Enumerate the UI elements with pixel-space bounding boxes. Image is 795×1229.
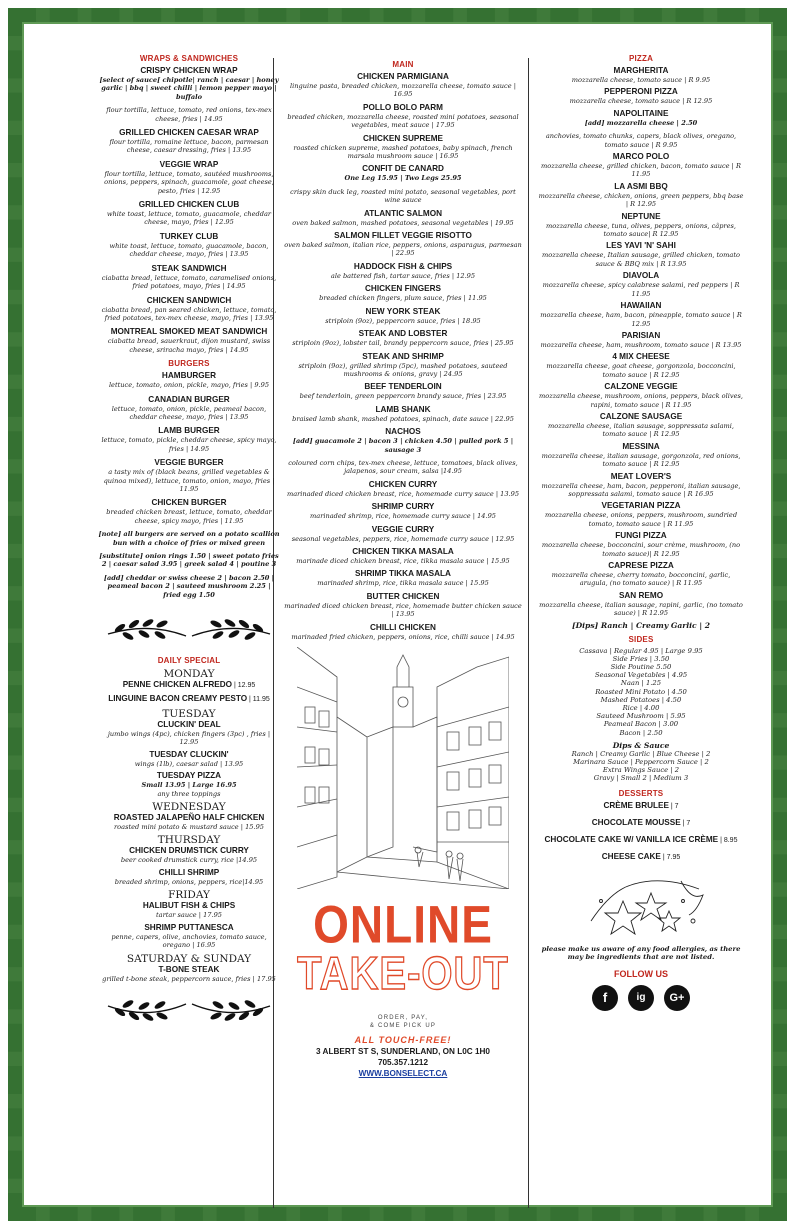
item-name: SALMON FILLET VEGGIE RISOTTO <box>334 231 472 241</box>
item-description: marinaded diced chicken breast, rice, homemade curry sauce | 13.95 <box>286 489 520 498</box>
side-item: Rice | 4.00 <box>622 704 660 713</box>
side-item: Side Fries | 3.50 <box>612 654 670 663</box>
burger-notes <box>98 530 280 599</box>
promo-touch-free: ALL TOUCH-FREE! <box>354 1035 452 1045</box>
item-description: beef tenderloin, green peppercorn brandy sauce, fries | 23.95 <box>299 392 507 401</box>
item-name: CHICKEN SANDWICH <box>146 295 232 305</box>
menu-item <box>283 284 523 302</box>
menu-item <box>98 498 280 525</box>
dessert-price: | 8.95 <box>718 836 738 844</box>
special-description: wings (1lb), caesar salad | 13.95 <box>134 759 244 768</box>
item-name: VEGGIE CURRY <box>371 524 435 534</box>
special-description: breaded shrimp, onions, peppers, rice|14.95 <box>114 877 264 886</box>
right-column <box>537 52 745 1011</box>
stars-decoration-icon <box>571 871 711 941</box>
social-links <box>537 985 745 1011</box>
menu-item <box>537 182 745 209</box>
day-heading: TUESDAY <box>162 708 216 721</box>
menu-item <box>537 301 745 328</box>
item-description: a tasty mix of (black beans, grilled vegetables & quinoa mixed), lettuce, tomato, onion, mayo, fries | 11.95 <box>103 468 275 493</box>
item-name: LES YAVI 'N' SAHI <box>606 241 676 251</box>
item-description: mozzarella cheese, bocconcini, sour crème, mushroom, (no tomato sauce)| R 12.95 <box>541 541 741 558</box>
item-description: marinaded diced chicken breast, rice, homemade butter chicken sauce | 13.95 <box>284 601 522 619</box>
menu-item <box>283 569 523 587</box>
item-description: mozzarella cheese, cherry tomato, bocconcini, garlic, arugula, (no tomato sauce) | R 11.95 <box>551 571 731 588</box>
menu-item <box>283 623 523 641</box>
item-description: mozzarella cheese, tuna, olives, peppers, onions, câpres, tomato sauce| R 12.95 <box>546 221 736 239</box>
dessert-name: CHOCOLATE MOUSSE <box>591 817 681 827</box>
menu-item <box>283 382 523 400</box>
item-name: GRILLED CHICKEN CLUB <box>138 200 240 210</box>
menu-item <box>537 241 745 268</box>
special-price: | 11.95 <box>247 696 270 704</box>
dessert-price: | 7.95 <box>660 853 681 861</box>
dips-list <box>537 750 745 783</box>
item-name: HAWAIIAN <box>620 301 662 311</box>
special-price: | 12.95 <box>232 682 256 690</box>
menu-item <box>537 66 745 84</box>
phone: 705.357.1212 <box>377 1058 429 1067</box>
daily-list <box>98 668 280 983</box>
day-heading: FRIDAY <box>168 889 210 902</box>
special-item <box>98 694 280 705</box>
allergy-note: please make us aware of any food allergies, as there may be ingredients that are not listed. <box>541 944 741 962</box>
special-item <box>98 901 280 919</box>
item-description: ciabatta bread, lettuce, tomato, caramelised onions, fried potatoes, mayo, fries | 14.95 <box>101 273 277 291</box>
special-name <box>98 680 280 691</box>
item-description: mozzarella cheese, goat cheese, gorgonzola, bocconcini, tomato sauce | R 12.95 <box>546 362 736 379</box>
item-name: SAN REMO <box>618 590 664 600</box>
item-name: VEGGIE WRAP <box>159 159 219 169</box>
menu-item <box>537 442 745 469</box>
menu-item <box>537 382 745 409</box>
item-description: mozzarella cheese, ham, bacon, pepperoni, italian sausage, soppressata salami, tomato sauce | R 16.95 <box>541 481 741 498</box>
item-name: MONTREAL SMOKED MEAT SANDWICH <box>110 327 268 337</box>
item-name: CHILLI CHICKEN <box>370 622 436 632</box>
item-name: GRILLED CHICKEN CAESAR WRAP <box>119 128 259 138</box>
item-description: mozzarella cheese, ham, mushroom, tomato sauce | R 13.95 <box>540 340 742 349</box>
item-description: mozzarella cheese, italian sausage, rapini, garlic, (no tomato sauce) | R 12.95 <box>539 600 743 618</box>
menu-item <box>98 66 280 123</box>
burger-note: [substitute] onion rings 1.50 | sweet potato fries 2 | caesar salad 3.95 | greek salad 4 | poutine 3 <box>99 552 279 569</box>
special-description: beer cooked drumstick curry, rice |14.95 <box>120 856 258 865</box>
menu-item <box>283 231 523 258</box>
section-title-main: MAIN <box>392 60 414 69</box>
item-name: HADDOCK FISH & CHIPS <box>353 261 453 271</box>
item-name: TURKEY CLUB <box>159 231 219 241</box>
item-name: MESSINA <box>622 441 660 451</box>
menu-item <box>537 109 745 149</box>
item-description: mozzarella cheese, tomato sauce | R 12.95 <box>569 97 713 106</box>
section-title-daily-special: DAILY SPECIAL <box>157 656 221 666</box>
special-name <box>98 813 280 823</box>
special-name-text: SHRIMP PUTTANESCA <box>144 922 234 932</box>
item-name: CONFIT DE CANARD <box>362 164 444 174</box>
menu-item <box>537 212 745 239</box>
item-description: mozzarella cheese, tomato sauce | R 9.95 <box>571 76 711 84</box>
special-name-text: TUESDAY CLUCKIN' <box>149 749 229 759</box>
item-description: mozzarella cheese, ham, bacon, pineapple, tomato sauce | R 12.95 <box>540 311 742 328</box>
day-heading: MONDAY <box>163 668 215 681</box>
menu-item <box>283 592 523 619</box>
special-item <box>98 965 280 983</box>
item-name: CRISPY CHICKEN WRAP <box>140 66 238 75</box>
item-sauce-options: [select of sauce[ chipotle| ranch | caesar | honey garlic | bbq | sweet chilli | lemon pepper mayo | buffalo <box>99 76 279 101</box>
menu-item <box>98 458 280 493</box>
day-heading: SATURDAY & SUNDAY <box>126 952 252 965</box>
dessert-name: CRÈME BRULEE <box>603 800 669 810</box>
item-name: MEAT LOVER'S <box>610 471 672 481</box>
item-description: mozzarella cheese, grilled chicken, bacon, tomato sauce | R 11.95 <box>541 162 741 179</box>
promo-order-line-1: ORDER, PAY, <box>377 1015 429 1021</box>
menu-item <box>283 547 523 565</box>
item-description: flour tortilla, romaine lettuce, bacon, parmesan cheese, caesar dressing, fries | 13.95 <box>109 138 269 155</box>
item-name: ATLANTIC SALMON <box>363 208 443 218</box>
facebook-icon[interactable]: f <box>592 985 618 1011</box>
special-description: penne, capers, olive, anchovies, tomato sauce, oregano | 16.95 <box>111 932 267 950</box>
promo-order-line-2: & COME PICK UP <box>369 1023 437 1029</box>
item-name: LA ASMI BBQ <box>614 181 668 191</box>
dessert-item <box>537 818 745 829</box>
item-description: white toast, lettuce, tomato, guacamole, bacon, cheddar cheese, mayo, fries | 13.95 <box>109 241 269 259</box>
menu-item <box>98 327 280 354</box>
special-name <box>98 923 280 933</box>
special-name <box>98 750 280 760</box>
item-description: striploin (9oz), grilled shrimp (5pc), mashed potatoes, sauteed mushrooms & onions, gravy | 24.95 <box>298 361 508 378</box>
item-description: flour tortilla, lettuce, tomato, sautéed mushrooms, onions, peppers, spinach, guacamole, goat cheese, pesto, fries | 12.95 <box>104 169 274 195</box>
dessert-price: | 7 <box>680 819 691 827</box>
side-item: Bacon | 2.50 <box>619 728 663 737</box>
menu-item <box>98 128 280 155</box>
item-description: striploin (9oz), peppercorn sauce, fries | 18.95 <box>325 316 481 325</box>
main-list <box>283 72 523 641</box>
item-description: oven baked salmon, mashed potatoes, seasonal vegetables | 19.95 <box>292 218 514 227</box>
special-item <box>98 750 280 768</box>
section-title-sides: SIDES <box>628 634 654 644</box>
item-description: linguine pasta, breaded chicken, mozzarella cheese, tomato sauce | 16.95 <box>290 82 516 99</box>
menu-item <box>537 561 745 588</box>
menu-item <box>283 427 523 476</box>
menu-item <box>283 134 523 161</box>
special-description: roasted mini potato & mustard sauce | 15.95 <box>114 823 264 832</box>
menu-item <box>283 72 523 99</box>
item-description: lettuce, tomato, pickle, cheddar cheese, spicy mayo, fries | 14.95 <box>101 436 277 453</box>
side-item: Naan | 1.25 <box>620 679 662 688</box>
item-description: ciabatta bread, pan seared chicken, lettuce, tomato, fried potatoes, tex-mex cheese, mayo, fries | 13.95 <box>101 305 277 322</box>
menu-item <box>283 164 523 204</box>
side-item: Seasonal Vegetables | 4.95 <box>594 671 688 680</box>
website-link[interactable]: WWW.BONSELECT.CA <box>358 1069 448 1078</box>
special-name-text: TUESDAY PIZZA <box>156 771 222 781</box>
menu-item <box>283 502 523 520</box>
item-name: LAMB BURGER <box>158 426 220 436</box>
item-description: marinaded fried chicken, peppers, onions, rice, chilli sauce | 14.95 <box>291 632 515 641</box>
item-options: [add] mozzarella cheese | 2.50 <box>584 118 698 127</box>
item-name: CHICKEN CURRY <box>368 479 438 489</box>
menu-item <box>98 371 280 389</box>
special-description: grilled t-bone steak, peppercorn sauce, fries | 17.95 <box>102 974 276 983</box>
menu-item <box>283 352 523 379</box>
menu-item <box>537 472 745 499</box>
special-name-text: LINGUINE BACON CREAMY PESTO <box>108 694 248 704</box>
special-description-extra: any three toppings <box>157 789 221 798</box>
burgers-list <box>98 371 280 525</box>
item-name: SHRIMP TIKKA MASALA <box>355 569 451 579</box>
sides-list <box>537 647 745 737</box>
special-name <box>98 846 280 856</box>
dessert-name: CHOCOLATE CAKE W/ VANILLA ICE CRÈME <box>544 834 719 844</box>
dessert-item <box>537 852 745 863</box>
item-description: braised lamb shank, mashed potatoes, spinach, date sauce | 22.95 <box>292 414 514 423</box>
menu-item <box>537 591 745 618</box>
item-description: breaded chicken breast, lettuce, tomato, cheddar cheese, spicy mayo, fries | 11.95 <box>106 508 272 525</box>
item-options: One Leg 15.95 | Two Legs 25.95 <box>344 174 462 183</box>
item-description: ciabatta bread, sauerkraut, dijon mustard, swiss cheese, sriracha mayo, fries | 14.95 <box>107 337 271 354</box>
menu-item <box>98 395 280 422</box>
menu-item <box>283 307 523 325</box>
dips-sauce-title: Dips & Sauce <box>612 740 670 750</box>
special-name-text: PENNE CHICKEN ALFREDO <box>122 680 233 690</box>
laurel-divider-icon <box>98 612 280 644</box>
special-name <box>98 868 280 878</box>
special-item <box>98 771 280 798</box>
menu-item <box>283 480 523 498</box>
menu-item <box>98 426 280 453</box>
special-description: jumbo wings (4pc), chicken fingers (3pc) , fries | 12.95 <box>107 730 271 747</box>
item-description: mozzarella cheese, Italian sausage, grilled chicken, tomato sauce & BBQ mix | R 13.95 <box>542 251 740 268</box>
item-name: CALZONE SAUSAGE <box>599 411 683 421</box>
item-description: seasonal vegetables, peppers, rice, homemade curry sauce | 12.95 <box>291 534 515 543</box>
special-item <box>98 923 280 950</box>
wraps-list <box>98 66 280 354</box>
item-description: mozzarella cheese, mushroom, onions, peppers, black olives, rapini, tomato sauce | R 11.95 <box>539 392 743 409</box>
item-name: CANADIAN BURGER <box>148 394 230 404</box>
dessert-item <box>537 835 745 846</box>
google-plus-icon[interactable]: G+ <box>664 985 690 1011</box>
section-title-burgers: BURGERS <box>168 359 210 369</box>
section-title-desserts: DESSERTS <box>618 788 664 798</box>
item-name: POLLO BOLO PARM <box>363 102 443 112</box>
dip-item: Ranch | Creamy Garlic | Blue Cheese | 2 <box>571 749 711 758</box>
item-description: marinade diced chicken breast, rice, tikka masala sauce | 15.95 <box>296 556 510 565</box>
side-item: Side Poutine 5.50 <box>610 663 672 672</box>
item-name: MARCO POLO <box>612 152 670 162</box>
item-description: crispy skin duck leg, roasted mini potato, seasonal vegetables, port wine sauce <box>290 187 516 205</box>
day-heading: THURSDAY <box>157 834 221 847</box>
item-description: mozzarella cheese, italian sausage, soppressata salami, tomato sauce | R 12.95 <box>547 421 735 439</box>
item-name: VEGETARIAN PIZZA <box>601 501 681 511</box>
item-name: MARGHERITA <box>613 66 669 75</box>
menu-item <box>537 87 745 105</box>
special-description: Small 13.95 | Large 16.95 <box>141 781 237 790</box>
item-name: DIAVOLA <box>622 271 660 281</box>
item-description: mozzarella cheese, italian sausage, gorgonzola, red onions, tomato sauce | R 12.95 <box>541 451 741 469</box>
item-description: mozzarella cheese, onions, peppers, mushroom, sundried tomato, tomato sauce | R 11.95 <box>544 511 738 528</box>
special-name-text: CHILLI SHRIMP <box>158 867 220 877</box>
laurel-divider-icon <box>98 994 280 1028</box>
special-name <box>98 901 280 911</box>
dip-item: Marinara Sauce | Peppercorn Sauce | 2 <box>573 758 709 767</box>
item-name: BUTTER CHICKEN <box>366 591 440 601</box>
special-name <box>98 720 280 730</box>
side-item: Peameal Bacon | 3.00 <box>603 720 679 729</box>
address: 3 ALBERT ST S, SUNDERLAND, ON L0C 1H0 <box>316 1047 490 1056</box>
item-name: VEGGIE BURGER <box>154 458 224 468</box>
menu-item <box>283 405 523 423</box>
item-name: CHICKEN PARMIGIANA <box>357 72 449 81</box>
pizza-dips: [Dips] Ranch | Creamy Garlic | 2 <box>571 620 711 630</box>
side-item: Mashed Potatoes | 4.50 <box>600 695 682 704</box>
special-name <box>98 965 280 975</box>
special-name-text: ROASTED JALAPEÑO HALF CHICKEN <box>113 813 265 823</box>
item-description: breaded chicken fingers, plum sauce, fries | 11.95 <box>319 294 487 303</box>
side-item: Sauteed Mushroom | 5.95 <box>596 712 686 721</box>
menu-item <box>283 329 523 347</box>
item-name: NAPOLITAINE <box>613 108 669 118</box>
dip-item: Gravy | Small 2 | Medium 3 <box>593 774 689 783</box>
item-name: HAMBURGER <box>161 371 217 381</box>
item-name: PEPPERONI PIZZA <box>604 87 678 97</box>
menu-item <box>537 412 745 439</box>
item-description: striploin (9oz), lobster tail, brandy peppercorn sauce, fries | 25.95 <box>292 339 514 348</box>
menu-item <box>537 352 745 379</box>
special-item <box>98 720 280 747</box>
item-name: STEAK AND LOBSTER <box>358 329 448 339</box>
dip-item: Extra Wings Sauce | 2 <box>602 766 680 775</box>
special-item <box>98 846 280 864</box>
item-name: BEEF TENDERLOIN <box>364 382 442 392</box>
item-name: 4 MIX CHEESE <box>612 352 670 362</box>
special-name-text: CLUCKIN' DEAL <box>157 720 221 730</box>
promo-takeout: TAKE-OUT <box>297 948 509 1000</box>
item-name: LAMB SHANK <box>375 404 431 414</box>
section-title-pizza: PIZZA <box>628 54 654 63</box>
item-description: coloured corn chips, tex-mex cheese, lettuce, tomatoes, black olives, jalapenos, sour cream, salsa |14.95 <box>288 458 518 476</box>
instagram-icon[interactable]: ig <box>628 985 654 1011</box>
item-name: CHICKEN TIKKA MASALA <box>352 546 454 556</box>
special-item <box>98 813 280 831</box>
item-description: ale battered fish, tartar sauce, fries | 12.95 <box>330 271 476 280</box>
item-description: flour tortilla, lettuce, tomato, red onions, tex-mex cheese, fries | 14.95 <box>106 106 272 123</box>
column-divider <box>528 58 529 1208</box>
item-name: CHICKEN FINGERS <box>365 284 441 294</box>
burger-note: [note] all burgers are served on a potato scallion bun with a choice of fries or mixed green <box>98 530 280 547</box>
follow-us-title: FOLLOW US <box>614 969 668 980</box>
day-heading: WEDNESDAY <box>152 801 226 814</box>
item-description: roasted chicken supreme, mashed potatoes, baby spinach, french marsala mushroom sauce | 16.95 <box>293 143 513 161</box>
item-description: mozzarella cheese, spicy calabrese salami, red peppers | R 11.95 <box>542 281 740 298</box>
item-description: breaded chicken, mozzarella cheese, roasted mini potatoes, seasonal vegetables, meat sauce | 17.95 <box>287 112 519 130</box>
promo-online: ONLINE <box>313 894 493 954</box>
item-description: white toast, lettuce, tomato, guacamole, cheddar cheese, mayo, fries | 12.95 <box>106 210 272 227</box>
dessert-item <box>537 801 745 812</box>
special-name <box>98 694 280 705</box>
section-title-wraps: WRAPS & SANDWICHES <box>139 54 239 63</box>
middle-column <box>283 58 523 1078</box>
menu-item <box>98 200 280 227</box>
special-description: tartar sauce | 17.95 <box>155 911 222 920</box>
item-description: marinaded shrimp, rice, homemade curry sauce | 14.95 <box>310 512 496 521</box>
special-item <box>98 868 280 886</box>
item-name: SHRIMP CURRY <box>371 502 435 512</box>
item-description: oven baked salmon, italian rice, peppers, onions, asparagus, parmesan | 22.95 <box>284 241 522 258</box>
item-name: NEPTUNE <box>621 211 661 221</box>
item-name: CAPRESE PIZZA <box>608 561 674 570</box>
menu-item <box>537 331 745 349</box>
menu-item <box>98 232 280 259</box>
item-name: NEW YORK STEAK <box>365 306 441 316</box>
item-name: NACHOS <box>385 427 421 437</box>
item-name: CHICKEN BURGER <box>151 498 227 508</box>
menu-item <box>98 264 280 291</box>
item-name: STEAK SANDWICH <box>151 263 227 273</box>
item-description: mozzarella cheese, chicken, onions, green peppers, bbq base | R 12.95 <box>538 191 744 209</box>
item-description: lettuce, tomato, onion, pickle, mayo, fries | 9.95 <box>108 381 270 390</box>
item-description: lettuce, tomato, onion, pickle, peameal bacon, cheddar cheese, mayo, fries | 13.95 <box>111 404 267 421</box>
desserts-list <box>537 801 745 863</box>
special-name-text: CHICKEN DRUMSTICK CURRY <box>129 846 249 856</box>
pizza-list <box>537 66 745 618</box>
item-name: FUNGI PIZZA <box>615 531 667 541</box>
dessert-price: | 7 <box>668 802 679 810</box>
special-item <box>98 680 280 691</box>
dessert-name: CHEESE CAKE <box>601 851 661 861</box>
item-name: CALZONE VEGGIE <box>604 382 678 392</box>
left-column <box>98 52 280 1038</box>
menu-item <box>537 501 745 528</box>
item-name: PARISIAN <box>621 330 661 340</box>
item-description: anchovies, tomato chunks, capers, black olives, oregano, tomato sauce | R 9.95 <box>545 132 737 149</box>
item-name: STEAK AND SHRIMP <box>362 351 444 361</box>
menu-item <box>98 160 280 195</box>
item-name: CHICKEN SUPREME <box>362 133 444 143</box>
menu-item <box>283 103 523 130</box>
street-sketch-icon <box>297 647 509 889</box>
menu-item <box>98 296 280 323</box>
menu-item <box>537 271 745 298</box>
burger-note: [add] cheddar or swiss cheese 2 | bacon 2.50 | peameal bacon 2 | sauteed mushroom 2.25 | fried egg 1.50 <box>103 573 275 599</box>
special-name-text: T-BONE STEAK <box>158 964 220 974</box>
menu-item <box>537 531 745 558</box>
menu-item <box>537 152 745 179</box>
menu-item <box>283 209 523 227</box>
special-name <box>98 771 280 781</box>
special-name-text: HALIBUT FISH & CHIPS <box>142 901 236 911</box>
side-item: Roasted Mini Potato | 4.50 <box>595 687 687 696</box>
menu-item <box>283 262 523 280</box>
item-options: [add] guacamole 2 | bacon 3 | chicken 4.50 | pulled pork 5 | sausage 3 <box>292 437 514 454</box>
side-item: Cassava | Regular 4.95 | Large 9.95 <box>579 646 703 655</box>
menu-item <box>283 525 523 543</box>
item-description: marinaded shrimp, rice, tikka masala sauce | 15.95 <box>317 579 489 588</box>
